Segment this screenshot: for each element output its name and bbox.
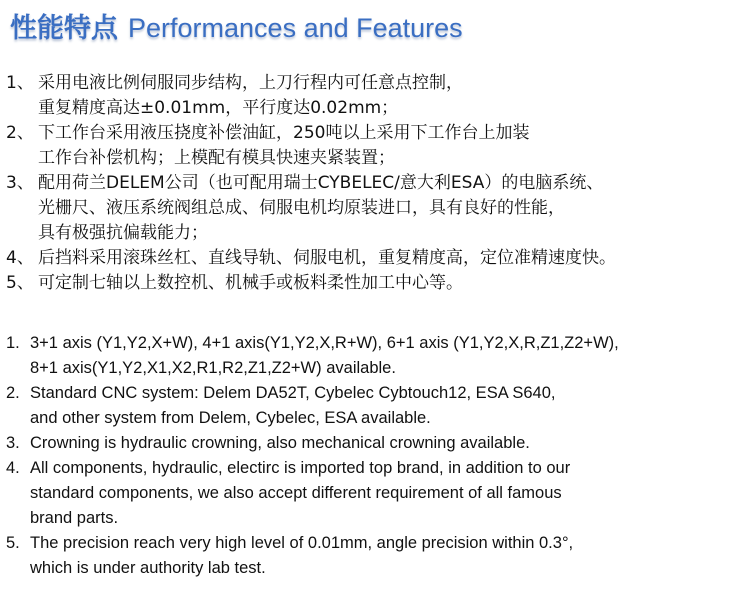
item-text-line: 具有极强抗偏载能力； — [38, 223, 208, 243]
list-item — [6, 121, 616, 171]
title-chinese: 性能特点 — [10, 13, 118, 44]
item-number: 3、 — [6, 173, 34, 193]
item-text-line: 后挡料采用滚珠丝杠、直线导轨、伺服电机，重复精度高，定位准精速度快。 — [38, 248, 616, 268]
list-item — [6, 381, 619, 431]
page-title — [10, 10, 463, 47]
item-text-line: which is under authority lab test. — [30, 559, 266, 577]
item-number: 2、 — [6, 123, 34, 143]
item-text-line: 下工作台采用液压挠度补偿油缸，250吨以上采用下工作台上加装 — [38, 123, 530, 143]
item-text-line: 配用荷兰DELEM公司（也可配用瑞士CYBELEC/意大利ESA）的电脑系统、 — [38, 173, 604, 193]
list-item — [6, 431, 619, 456]
item-number: 4、 — [6, 248, 34, 268]
item-number: 4. — [6, 459, 20, 477]
item-text-line: standard components, we also accept different requirement of all famous — [30, 484, 562, 502]
item-text-line: 3+1 axis (Y1,Y2,X+W), 4+1 axis(Y1,Y2,X,R+W), 6+1 axis (Y1,Y2,X,R,Z1,Z2+W), — [30, 334, 619, 352]
item-text-line: 8+1 axis(Y1,Y2,X1,X2,R1,R2,Z1,Z2+W) available. — [30, 359, 396, 377]
list-item — [6, 531, 619, 581]
item-text-line: Standard CNC system: Delem DA52T, Cybelec Cybtouch12, ESA S640, — [30, 384, 556, 402]
list-item — [6, 71, 616, 121]
list-item — [6, 171, 616, 246]
item-text-line: 可定制七轴以上数控机、机械手或板料柔性加工中心等。 — [38, 273, 463, 293]
list-item — [6, 331, 619, 381]
item-number: 1、 — [6, 73, 34, 93]
item-text-line: and other system from Delem, Cybelec, ESA available. — [30, 409, 431, 427]
item-text-line: 重复精度高达±0.01mm，平行度达0.02mm； — [38, 98, 399, 118]
item-number: 3. — [6, 434, 20, 452]
item-number: 5. — [6, 534, 20, 552]
item-number: 2. — [6, 384, 20, 402]
item-number: 5、 — [6, 273, 34, 293]
item-text-line: 光栅尺、液压系统阀组总成、伺服电机均原装进口，具有良好的性能， — [38, 198, 565, 218]
item-text-line: The precision reach very high level of 0.01mm, angle precision within 0.3°, — [30, 534, 574, 552]
list-item — [6, 456, 619, 531]
item-text-line: 工作台补偿机构；上模配有模具快速夹紧装置； — [38, 148, 395, 168]
item-text-line: Crowning is hydraulic crowning, also mechanical crowning available. — [30, 434, 530, 452]
item-text-line: All components, hydraulic, electirc is imported top brand, in addition to our — [30, 459, 571, 477]
item-number: 1. — [6, 334, 20, 352]
english-feature-list — [6, 331, 619, 581]
list-item — [6, 246, 616, 271]
chinese-feature-list — [6, 71, 616, 296]
title-english: Performances and Features — [128, 13, 463, 43]
item-text-line: brand parts. — [30, 509, 119, 527]
item-text-line: 采用电液比例伺服同步结构，上刀行程内可任意点控制， — [38, 73, 463, 93]
list-item — [6, 271, 616, 296]
